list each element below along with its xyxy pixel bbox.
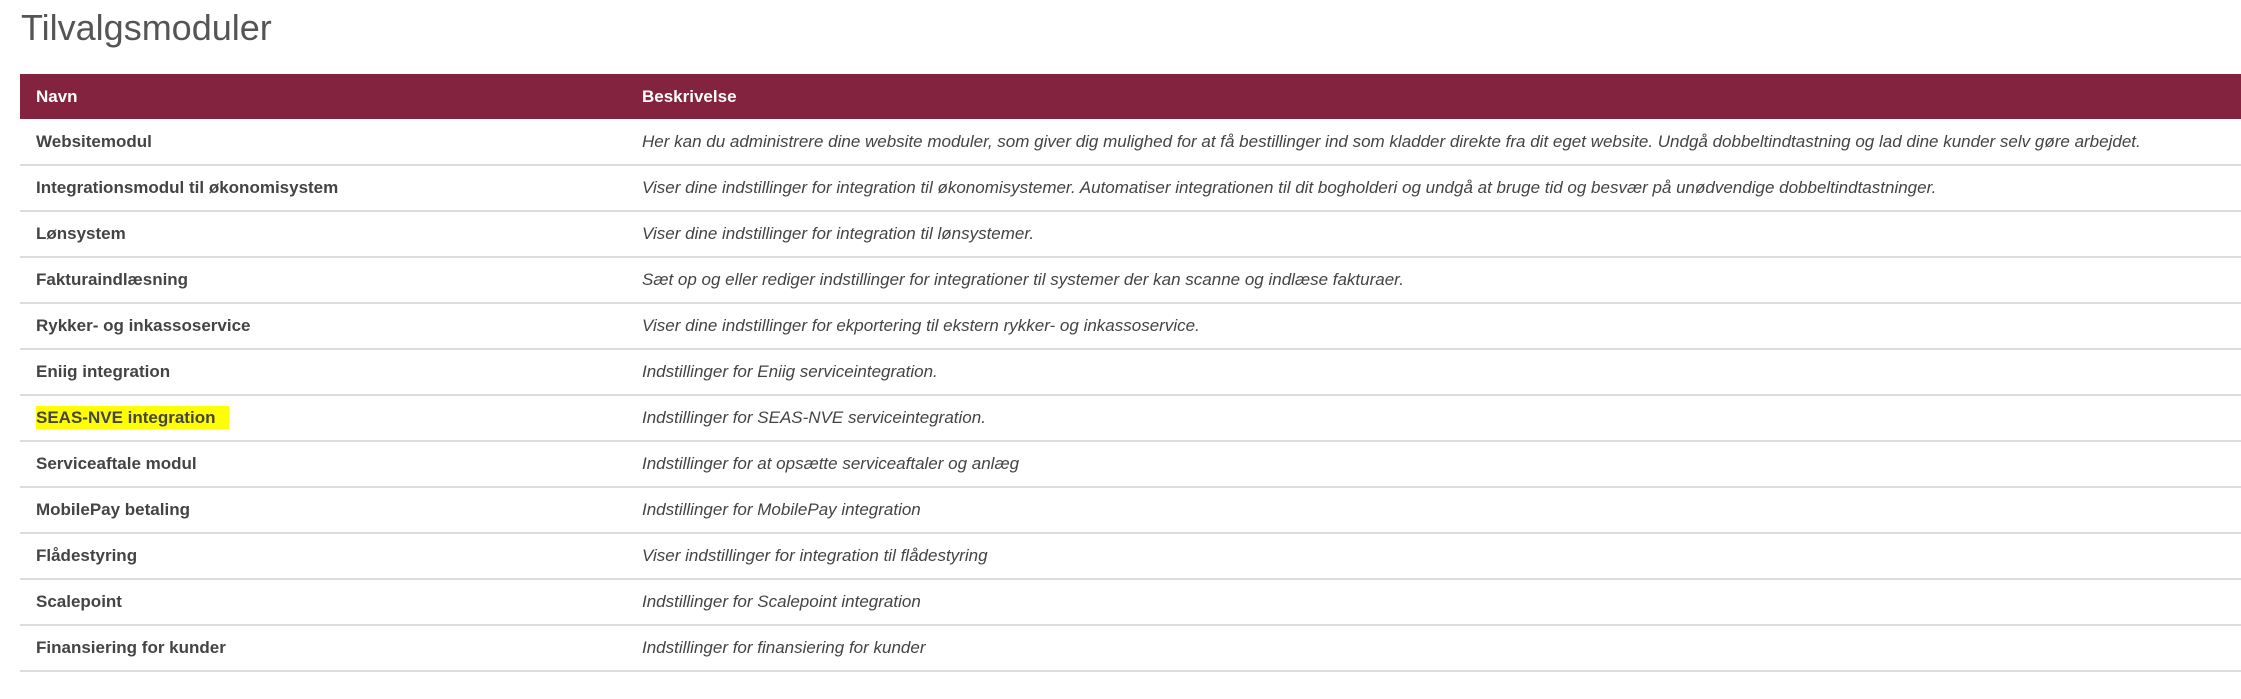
module-description: Indstillinger for Scalepoint integration <box>642 592 921 611</box>
table-header <box>20 74 2241 119</box>
module-name-cell[interactable] <box>20 165 626 211</box>
table-header-row <box>20 74 2241 119</box>
module-name[interactable]: SEAS-NVE integration <box>36 406 229 429</box>
column-header-name[interactable]: Navn <box>36 86 78 106</box>
module-description: Indstillinger for SEAS-NVE serviceintegration. <box>642 408 986 427</box>
module-description: Indstillinger for MobilePay integration <box>642 500 921 519</box>
table-row[interactable] <box>20 441 2241 487</box>
module-description: Viser dine indstillinger for ekportering til ekstern rykker- og inkassoservice. <box>642 316 1200 335</box>
table-row[interactable] <box>20 303 2241 349</box>
module-description: Viser dine indstillinger for integration til økonomisystemer. Automatiser integrationen til dit bogholderi og undgå at bruge tid og besvær på unødvendige dobbeltindtastninger. <box>642 178 1937 197</box>
table-row[interactable] <box>20 119 2241 165</box>
table-row[interactable] <box>20 165 2241 211</box>
module-name-cell[interactable] <box>20 487 626 533</box>
module-name-cell[interactable] <box>20 303 626 349</box>
module-name[interactable]: Integrationsmodul til økonomisystem <box>36 178 339 197</box>
module-name[interactable]: Eniig integration <box>36 362 171 381</box>
table-row[interactable] <box>20 487 2241 533</box>
module-name-cell[interactable] <box>20 119 626 165</box>
module-name-cell[interactable] <box>20 625 626 671</box>
table-row[interactable] <box>20 211 2241 257</box>
module-description: Sæt op og eller rediger indstillinger for integrationer til systemer der kan scanne og indlæse fakturaer. <box>642 270 1404 289</box>
module-name[interactable]: Flådestyring <box>36 546 138 565</box>
module-description: Indstillinger for Eniig serviceintegration. <box>642 362 938 381</box>
module-name-cell[interactable] <box>20 211 626 257</box>
table-row[interactable] <box>20 349 2241 395</box>
module-description: Viser dine indstillinger for integration til lønsystemer. <box>642 224 1035 243</box>
page-title: Tilvalgsmoduler <box>21 7 272 48</box>
module-name-cell[interactable] <box>20 441 626 487</box>
table-row[interactable] <box>20 579 2241 625</box>
module-name-cell[interactable] <box>20 533 626 579</box>
module-name[interactable]: Scalepoint <box>36 592 122 611</box>
module-name[interactable]: MobilePay betaling <box>36 500 190 519</box>
module-description: Indstillinger for finansiering for kunder <box>642 638 926 657</box>
module-name[interactable]: Serviceaftale modul <box>36 454 197 473</box>
table-row[interactable] <box>20 395 2241 441</box>
module-name[interactable]: Lønsystem <box>36 224 126 243</box>
modules-table <box>20 74 2241 672</box>
module-name-cell[interactable] <box>20 349 626 395</box>
module-name-cell[interactable] <box>20 395 626 441</box>
module-description: Viser indstillinger for integration til flådestyring <box>642 546 988 565</box>
module-name-cell[interactable] <box>20 257 626 303</box>
table-body <box>20 119 2241 671</box>
table-row[interactable] <box>20 625 2241 671</box>
module-name[interactable]: Rykker- og inkassoservice <box>36 316 251 335</box>
module-name[interactable]: Fakturaindlæsning <box>36 270 189 289</box>
table-row[interactable] <box>20 257 2241 303</box>
column-header-description[interactable]: Beskrivelse <box>642 86 737 106</box>
module-name[interactable]: Websitemodul <box>36 131 152 151</box>
table-row[interactable] <box>20 533 2241 579</box>
module-description: Indstillinger for at opsætte serviceaftaler og anlæg <box>642 454 1020 473</box>
module-description: Her kan du administrere dine website moduler, som giver dig mulighed for at få bestillinger ind som kladder direkte fra dit eget website. Undgå dobbeltindtastning og lad dine kunder selv gøre arbejdet. <box>642 131 2141 151</box>
module-name-cell[interactable] <box>20 579 626 625</box>
module-name[interactable]: Finansiering for kunder <box>36 638 226 657</box>
